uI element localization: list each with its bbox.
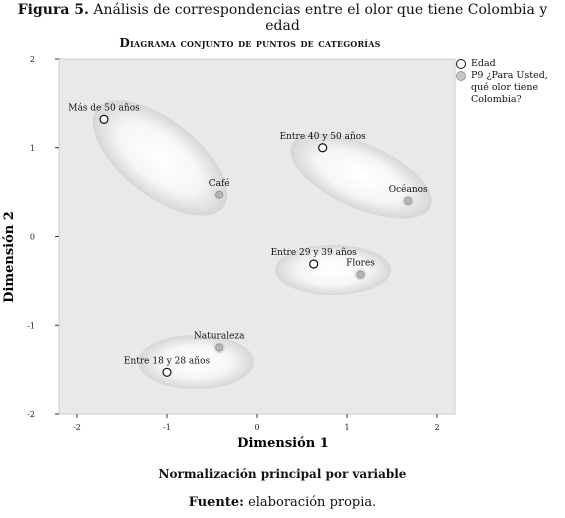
- legend: [456, 58, 564, 106]
- y-tick-label: 2: [29, 55, 35, 64]
- edad-point: [310, 260, 318, 268]
- legend-item-p9: [456, 70, 564, 106]
- legend-label-p9: P9 ¿Para Usted, qué olor tiene Colombia?: [471, 70, 548, 105]
- p9-point: [216, 191, 223, 198]
- point-label: Entre 40 y 50 años: [279, 131, 366, 142]
- x-tick-label: -2: [73, 423, 81, 432]
- source-note: [0, 495, 565, 510]
- point-label: Océanos: [388, 185, 428, 195]
- legend-item-edad: [456, 58, 564, 70]
- x-tick-label: -1: [163, 423, 171, 432]
- figure-label: Figura 5.: [17, 2, 89, 18]
- point-label: Naturaleza: [193, 331, 245, 342]
- edad-point: [319, 144, 327, 152]
- normalization-note: Normalización principal por variable: [158, 467, 407, 481]
- p9-point: [357, 271, 364, 278]
- point-label: Flores: [346, 258, 375, 269]
- point-label: Café: [208, 178, 230, 189]
- grey-circle-icon: [456, 71, 466, 81]
- edad-point: [100, 115, 108, 123]
- x-tick-label: 2: [434, 423, 440, 432]
- source-text: elaboración propia.: [248, 495, 377, 510]
- source-label: Fuente:: [188, 495, 244, 510]
- x-axis-label: Dimensión 1: [237, 436, 329, 451]
- p9-point: [405, 197, 412, 204]
- x-tick-label: 0: [254, 423, 260, 432]
- chart-title: Diagrama conjunto de puntos de categorías: [119, 36, 381, 50]
- x-tick-label: 1: [344, 423, 350, 432]
- point-label: Entre 18 y 28 años: [123, 356, 211, 367]
- edad-point: [163, 368, 171, 376]
- y-tick-label: -2: [27, 410, 35, 419]
- y-tick-label: 1: [29, 143, 35, 153]
- point-label: Más de 50 años: [68, 103, 140, 114]
- y-tick-label: -1: [27, 321, 35, 331]
- figure-caption-text: Análisis de correspondencias entre el olor que tiene Colombia y edad: [93, 2, 548, 34]
- legend-label-edad: Edad: [471, 58, 496, 69]
- y-axis-label: Dimensión 2: [2, 211, 17, 303]
- p9-point: [216, 344, 223, 351]
- point-label: Entre 29 y 39 años: [270, 248, 357, 259]
- y-tick-label: 0: [29, 232, 35, 242]
- open-circle-icon: [456, 59, 466, 69]
